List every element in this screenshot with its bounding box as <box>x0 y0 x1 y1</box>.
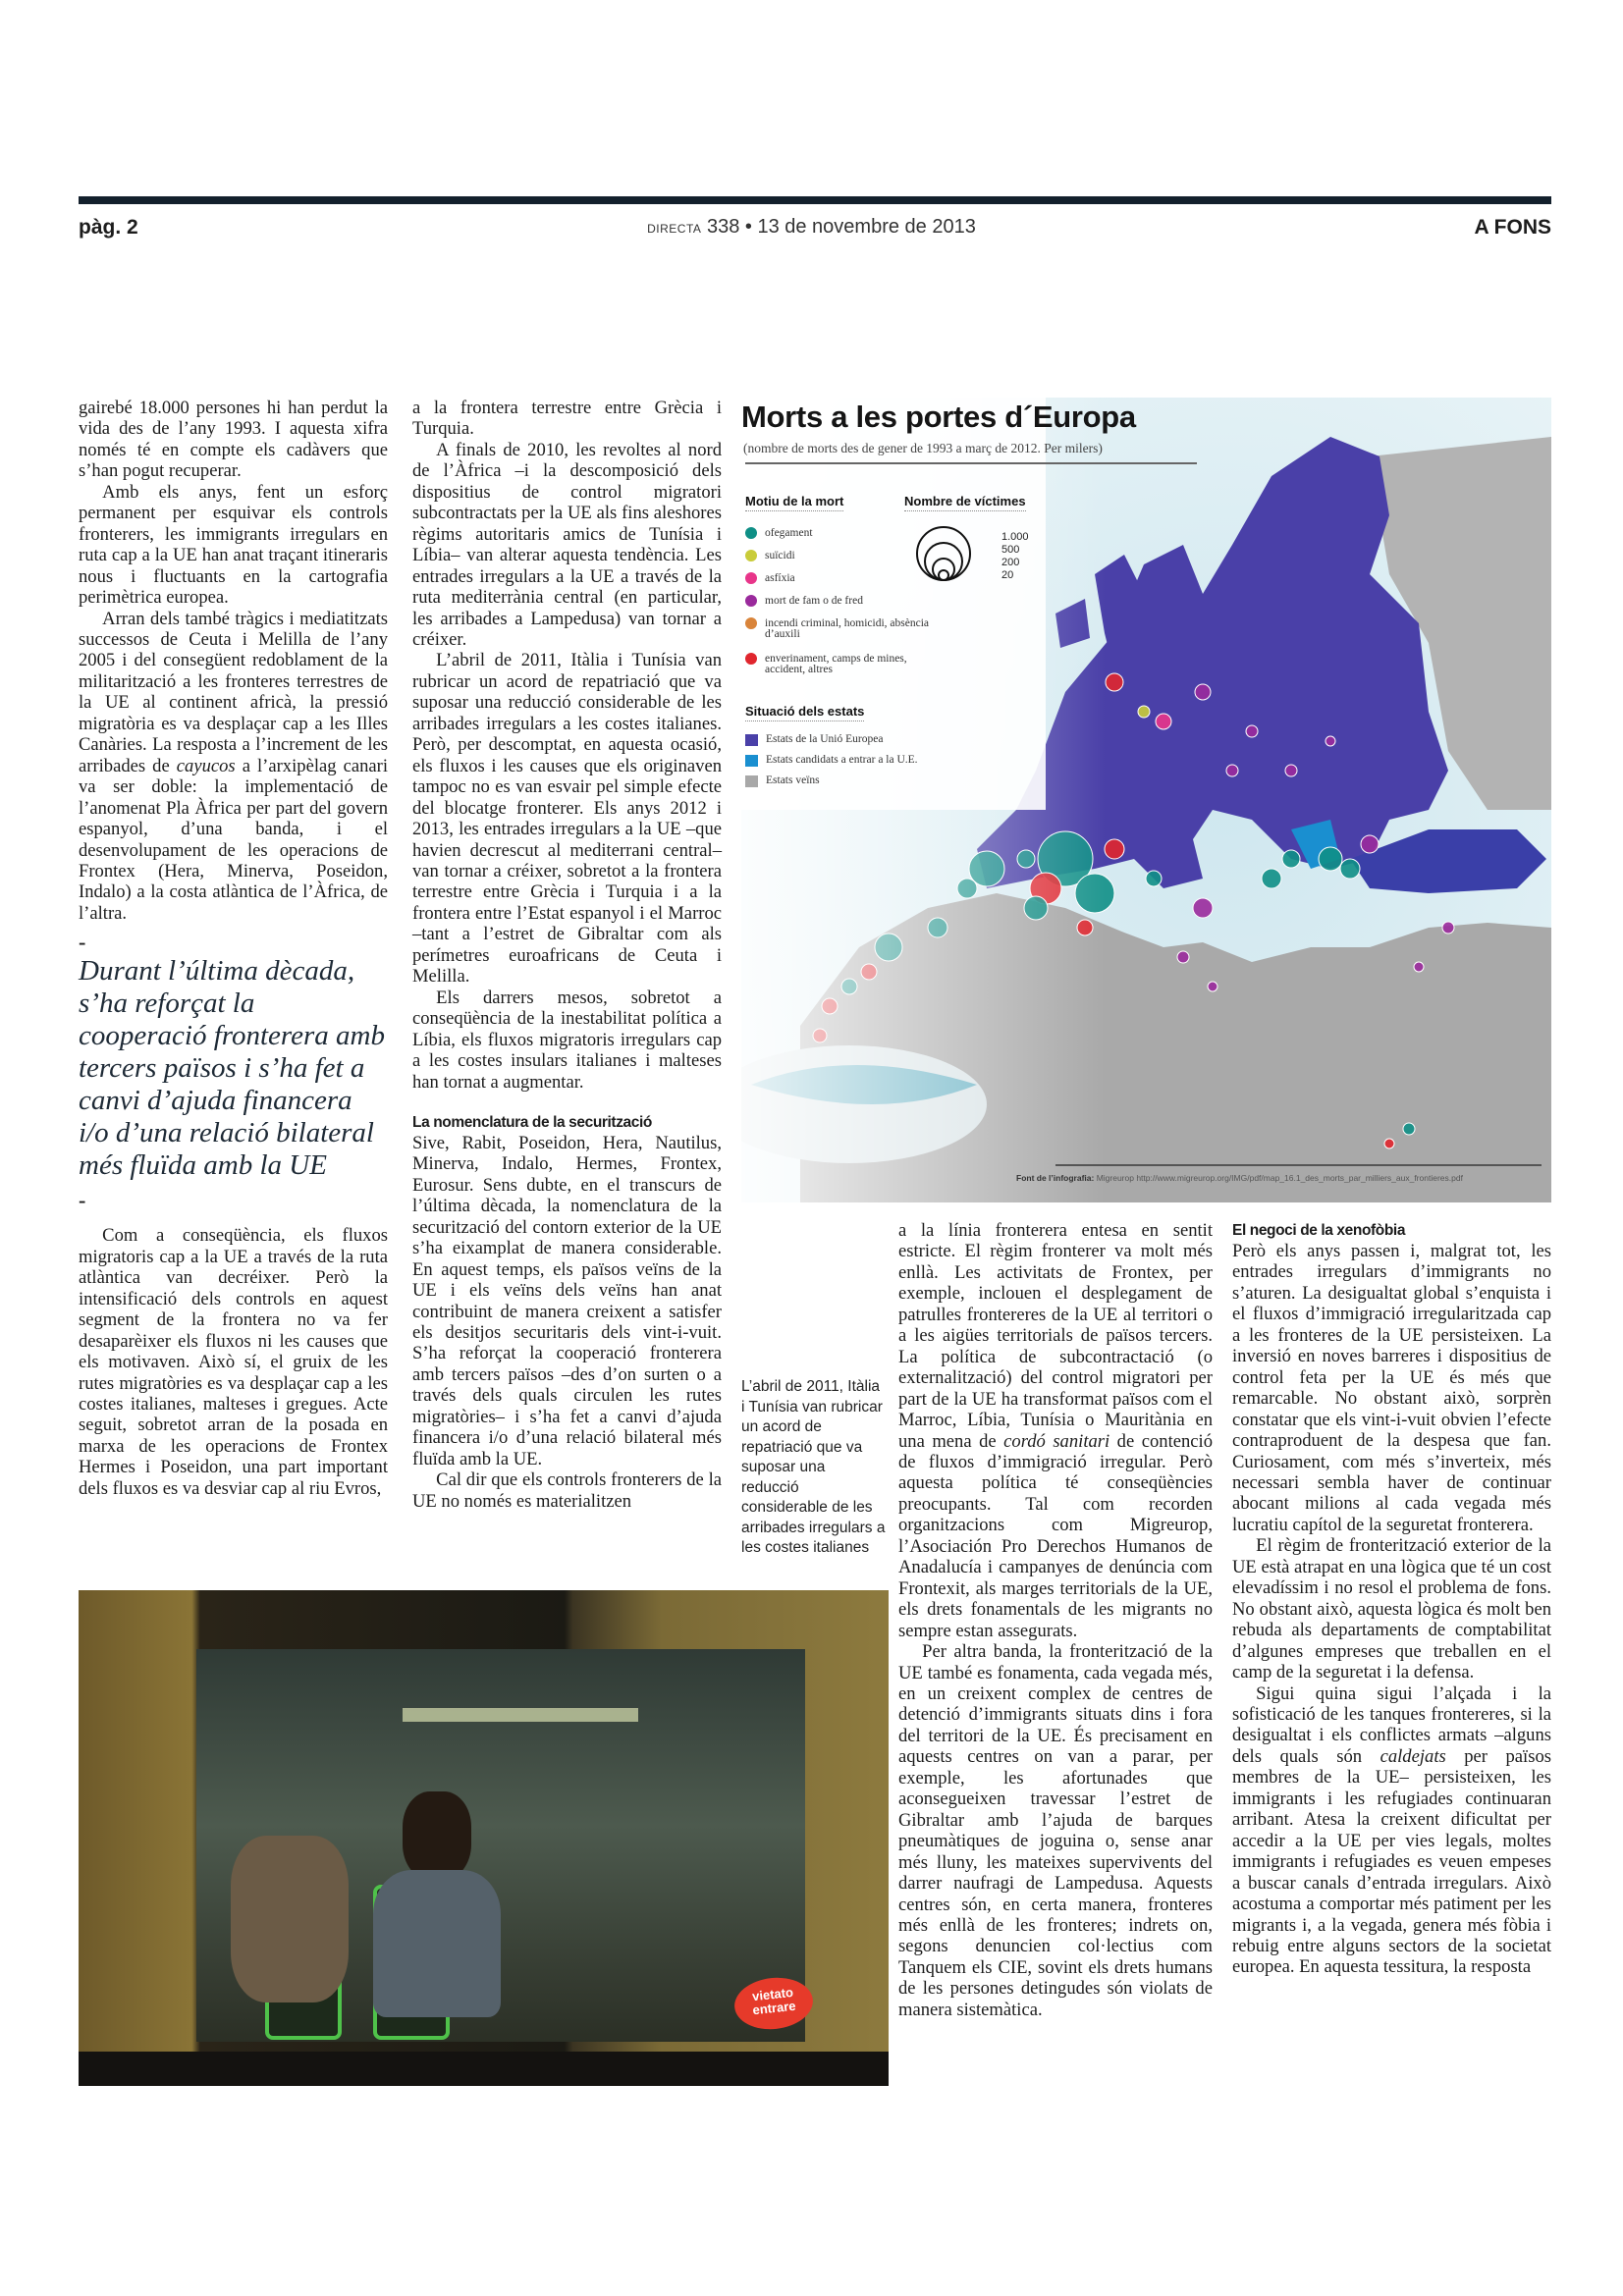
cause-color-dot <box>745 653 757 665</box>
state-color-swatch <box>745 755 758 767</box>
victim-scale-labels <box>1001 531 1029 582</box>
scale-label: 1.000 <box>1001 531 1029 543</box>
cause-color-dot <box>745 550 757 561</box>
cause-label: asfíxia <box>765 572 795 584</box>
paragraph: L’abril de 2011, Itàlia i Tunísia van rubricar un acord de repatriació que va suposar una reducció considerable de les arribades irregulars a les costes italianes. Però, per descomptat, en aquesta ocasió, els fluxos i les causes que els originaven tampoc no es van esvair pel simple efecte del blocatge fronterer. Els anys 2012 i 2013, les entrades irregulars a la UE –que havien decrescut al mediterrani central– van tornar a créixer, sobretot a la frontera terrestre entre Grècia i Turquia i a la frontera entre l’Estat espanyol i el Marroc –tant a l’estret de Gibraltar com als perímetres euroafricans de Ceuta i Melilla. <box>412 650 722 988</box>
legend-cause-item <box>745 573 942 584</box>
cause-color-dot <box>745 527 757 539</box>
page-number: pàg. 2 <box>79 216 138 239</box>
issue-line <box>0 216 1623 239</box>
passenger-body <box>373 1870 501 2017</box>
legend-states <box>745 734 1001 796</box>
legend-cause-heading: Motiu de la mort <box>745 494 843 511</box>
issue-date: 338 • 13 de novembre de 2013 <box>706 216 976 238</box>
paragraph: Sive, Rabit, Poseidon, Hera, Nautilus, Minerva, Indalo, Hermes, Frontex, Eurosur. Sens dubte, en el transcurs de l’última dècada, la nomenclatura de la securització del contorn exterior de la UE s’ha eixamplat de manera considerable. En aquest temps, els països veïns de la UE i els veïns dels veïns han anat contribuint de manera creixent a satisfer els desitjos securitaris dels vint-i-vuit. S’ha reforçat la cooperació fronterera amb tercers països –des d’on surten o a través dels quals circulen les rutes migratòries– i s’ha fet a canvi d’ajuda financera i/o d’una relació bilateral més fluïda amb la UE. <box>412 1132 722 1469</box>
publication-name: DIRECTA <box>647 222 702 236</box>
state-color-swatch <box>745 734 758 746</box>
header-rule <box>79 196 1551 204</box>
pullquote-dash: - <box>79 930 86 955</box>
legend-victims-heading: Nombre de víctimes <box>904 494 1026 511</box>
infographic-map <box>741 398 1551 1202</box>
paragraph: Amb els anys, fent un esforç permanent per esquivar els controls fronterers, les immigrants irregulars en ruta cap a la UE han anat traçant itineraris nous i fluctuants en la cartografia perimètrica europea. <box>79 481 388 609</box>
paragraph: Cal dir que els controls fronterers de la UE no només es materialitzen <box>412 1469 722 1512</box>
bus-photo <box>79 1590 889 2086</box>
infographic-title: Morts a les portes d´Europa <box>741 400 1136 434</box>
europe-map <box>741 398 1551 1202</box>
photo-caption: L’abril de 2011, Itàlia i Tunísia van rubricar un acord de repatriació que va suposar una reducció considerable de les arribades irregulars a les costes italianes <box>741 1378 886 1556</box>
legend-states-heading: Situació dels estats <box>745 704 864 721</box>
legend-cause-item <box>745 618 942 640</box>
section-name: A FONS <box>1474 216 1551 239</box>
paragraph: a la línia fronterera entesa en sentit estricte. El règim fronterer va molt més enllà. Les activitats de Frontex, per exemple, inclouen el desplegament de patrulles frontereres de la UE al territori o a les aigües territorials de països tercers. La política de subcontractació (o externalització) del control migratori per part de la UE ha transformat països com el Marroc, Líbia, Tunísia o Mauritània en una mena de cordó sanitari de contenció de fluxos d’immigració irregular. Però aquesta política té conseqüències preocupants. Tal com recorden organitzacions com Migreurop, l’Asociación Pro Derechos Humanos de Anadalucía i campanyes de denúncia com Frontexit, als marges territorials de la UE, els drets fonamentals de les migrants no sempre estan assegurats. <box>898 1220 1213 1641</box>
cause-label: suïcidi <box>765 550 795 561</box>
legend-cause-item <box>745 528 942 539</box>
paragraph: El règim de fronterització exterior de la UE està atrapat en una lògica que té un cost elevadíssim i no resol el problema de fons. No obstant això, aquesta lògica és molt ben rebuda als departaments de comptabilitat d’algunes empreses que treballen en el camp de la seguretat i la defensa. <box>1232 1535 1551 1683</box>
passenger <box>231 1836 349 2002</box>
cause-color-dot <box>745 572 757 584</box>
paragraph: a la frontera terrestre entre Grècia i Turquia. <box>412 398 722 440</box>
victim-scale-circles <box>916 525 975 584</box>
legend-cause-item <box>745 596 942 607</box>
infographic-source: Font de l’infografia: Migreurop http://www.migreurop.org/IMG/pdf/map_16.1_des_morts_par_milliers_aux_frontieres.pdf <box>1016 1173 1463 1183</box>
article-column-3 <box>898 1220 1213 2020</box>
bus-light <box>403 1708 638 1722</box>
scale-label: 20 <box>1001 569 1014 581</box>
subheading: La nomenclatura de la securització <box>412 1113 652 1131</box>
cause-color-dot <box>745 617 757 629</box>
paragraph: Els darrers mesos, sobretot a conseqüència de la inestabilitat política a Líbia, els fluxos migratoris irregulars cap a les costes insulars italianes i malteses han tornat a augmentar. <box>412 987 722 1093</box>
pullquote-dash: - <box>79 1188 86 1213</box>
no-entry-sign: vietato entrare <box>732 1974 816 2033</box>
article-column-2 <box>412 398 722 1512</box>
state-color-swatch <box>745 775 758 787</box>
legend-cause-item <box>745 654 942 675</box>
article-column-4 <box>1232 1220 1551 1978</box>
cause-label: enverinament, camps de mines, accident, altres <box>765 653 907 675</box>
state-label: Estats de la Unió Europea <box>766 733 884 745</box>
scale-label: 200 <box>1001 557 1020 568</box>
infographic-subtitle: (nombre de morts des de gener de 1993 a març de 2012. Per milers) <box>743 441 1103 455</box>
cause-label: incendi criminal, homicidi, absència d’auxili <box>765 617 930 640</box>
cause-color-dot <box>745 595 757 607</box>
scale-label: 500 <box>1001 544 1020 556</box>
state-label: Estats veïns <box>766 774 820 786</box>
paragraph: Per altra banda, la fronterització de la UE també es fonamenta, cada vegada més, en un creixent complex de centres de detenció d’immigrants situats dins i fora del territori de la UE. És precisament en aquests centres on van a parar, per exemple, les afortunades que aconsegueixen travessar l’estret de Gibraltar amb l’ajuda de barques pneumàtiques de joguina o, sense anar més lluny, les mateixes supervivents del darrer naufragi de Lampedusa. Aquests centres són, en certa manera, fronteres més enllà de les fronteres; indrets on, segons denuncien col·lectius com Tanquem els CIE, sovint els drets humans de les persones detingudes són violats de manera sistemàtica. <box>898 1641 1213 2020</box>
passenger <box>403 1791 471 1880</box>
paragraph: Com a conseqüència, els fluxos migratoris cap a la UE a través de la ruta atlàntica van decréixer. Però la intensificació dels controls en aquest segment de la frontera no va fer desaparèixer els fluxos ni les causes que els motivaven. Això sí, el gruix de les rutes migratòries es va desplaçar cap a les costes italianes, malteses i gregues. Acte seguit, sobretot arran de la posada en marxa de les operacions de Frontex Hermes i Poseidon, una part important dels fluxos es va desviar cap al riu Evros, <box>79 1225 388 1499</box>
bus-floor <box>79 2052 889 2086</box>
legend-state-item <box>745 755 1001 767</box>
paragraph: Però els anys passen i, malgrat tot, les entrades irregulars d’immigrants no s’aturen. La desigualtat global s’enquista i el fluxos d’immigració irregularitzada cap a les fronteres de la UE persisteixen. La inversió en noves barreres i dispositius de control feta per la UE és més que remarcable. No obstant això, sorprèn constatar que els vint-i-vuit obvien l’efecte contraproduent de la despesa que fan. Curiosament, com més s’inverteix, més necessari sembla haver de continuar abocant milions al cada vegada més lucratiu capítol de la seguretat fronterera. <box>1232 1241 1551 1535</box>
legend-cause-item <box>745 551 942 561</box>
paragraph: Sigui quina sigui l’alçada i la sofisticació de les tanques frontereres, si la desigualtat i els conflictes armats –alguns dels quals són caldejats per països membres de la UE– persisteixen, les immigrants i les refugiades continuaran arribant. Atesa la creixent dificultat per accedir a la UE per vies legals, moltes immigrants i refugiades es veuen empeses a buscar canals d’entrada irregulars. Això acostuma a comportar més patiment per les migrants i, a la vegada, genera més fòbia i rebuig entre alguns sectors de la societat europea. En aquesta tessitura, la resposta <box>1232 1682 1551 1978</box>
legend-state-item <box>745 775 1001 787</box>
subheading: El negoci de la xenofòbia <box>1232 1222 1406 1239</box>
cause-label: ofegament <box>765 527 813 539</box>
title-rule <box>745 462 1197 464</box>
paragraph: gairebé 18.000 persones hi han perdut la vida des de l’any 1993. I aquesta xifra només té en compte els cadàvers que s’han pogut recuperar. <box>79 398 388 482</box>
paragraph: A finals de 2010, les revoltes al nord de l’Àfrica –i la descomposició dels dispositius de control migratori subcontractats per la UE als fins aleshores règims autoritaris amics de Tunísia i Líbia– van alterar aquesta tendència. Les entrades irregulars a la UE a través de la ruta mediterrània central (en particular, les arribades a Lampedusa) van tornar a créixer. <box>412 439 722 650</box>
state-label: Estats candidats a entrar a la U.E. <box>766 754 918 766</box>
paragraph: Arran dels també tràgics i mediatitzats successos de Ceuta i Melilla de l’any 2005 i del consegüent redoblament de la militarització a les fronteres terrestres de la UE al continent africà, la pressió migratòria es va desplaçar cap a les Illes Canàries. La resposta a l’increment de les arribades de cayucos a l’arxipèlag canari va ser doble: la implementació de l’anomenat Pla Àfrica per part del govern espanyol, d’una banda, i el desenvolupament de les operacions de Frontex (Hera, Minerva, Poseidon, Indalo) a la costa atlàntica de l’Àfrica, de l’altra. <box>79 608 388 924</box>
article-column-1 <box>79 398 388 1499</box>
pullquote: Durant l’última dècada, s’ha reforçat la cooperació fronterera amb tercers països i s’ha fet a canvi d’ajuda financera i/o d’una relació bilateral més fluïda amb la UE <box>79 955 385 1182</box>
cause-label: mort de fam o de fred <box>765 595 863 607</box>
legend-causes <box>745 528 942 689</box>
legend-state-item <box>745 734 1001 746</box>
